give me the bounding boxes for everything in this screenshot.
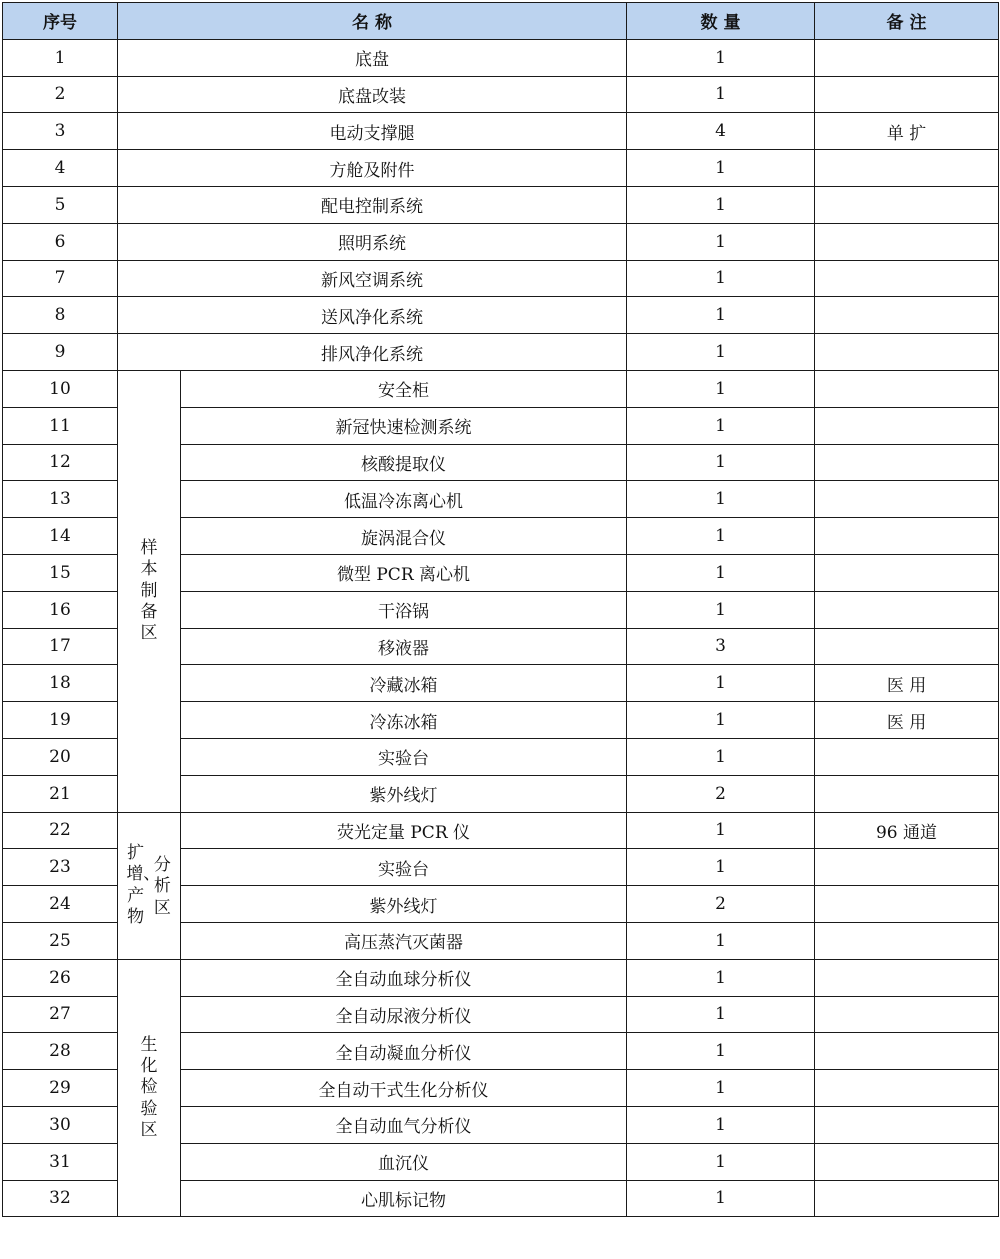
row-name: 紫外线灯 <box>181 775 627 812</box>
row-qty: 1 <box>627 738 815 775</box>
row-qty: 1 <box>627 665 815 702</box>
row-qty: 1 <box>627 370 815 407</box>
equipment-table <box>2 2 999 1217</box>
row-name: 送风净化系统 <box>118 297 627 334</box>
row-note <box>815 481 999 518</box>
row-name: 低温冷冻离心机 <box>181 481 627 518</box>
row-qty: 2 <box>627 886 815 923</box>
row-name: 全自动凝血分析仪 <box>181 1033 627 1070</box>
row-index: 16 <box>3 591 118 628</box>
row-index: 27 <box>3 996 118 1033</box>
row-note <box>815 775 999 812</box>
row-name: 心肌标记物 <box>181 1180 627 1217</box>
row-index: 32 <box>3 1180 118 1217</box>
row-name: 高压蒸汽灭菌器 <box>181 922 627 959</box>
row-qty: 1 <box>627 812 815 849</box>
row-qty: 2 <box>627 775 815 812</box>
row-note <box>815 334 999 371</box>
header-name: 名 称 <box>118 3 627 40</box>
row-index: 26 <box>3 959 118 996</box>
table-row <box>3 959 999 996</box>
row-index: 14 <box>3 518 118 555</box>
row-note: 医 用 <box>815 702 999 739</box>
row-qty: 1 <box>627 481 815 518</box>
row-qty: 1 <box>627 959 815 996</box>
row-note <box>815 518 999 555</box>
row-name: 安全柜 <box>181 370 627 407</box>
table-row <box>3 150 999 187</box>
row-index: 10 <box>3 370 118 407</box>
row-name: 新冠快速检测系统 <box>181 407 627 444</box>
row-name: 干浴锅 <box>181 591 627 628</box>
row-name: 紫外线灯 <box>181 886 627 923</box>
row-qty: 1 <box>627 554 815 591</box>
row-note: 医 用 <box>815 665 999 702</box>
row-qty: 1 <box>627 223 815 260</box>
row-index: 7 <box>3 260 118 297</box>
row-index: 20 <box>3 738 118 775</box>
group-amplification <box>118 812 181 959</box>
row-note <box>815 886 999 923</box>
group-label: 样本制备区 <box>140 538 158 644</box>
row-qty: 1 <box>627 186 815 223</box>
row-note <box>815 223 999 260</box>
row-note <box>815 591 999 628</box>
group-label: 分析区 <box>153 855 171 918</box>
table-row <box>3 370 999 407</box>
row-qty: 1 <box>627 702 815 739</box>
row-note <box>815 1180 999 1217</box>
row-note <box>815 1143 999 1180</box>
row-index: 12 <box>3 444 118 481</box>
row-qty: 1 <box>627 76 815 113</box>
row-qty: 1 <box>627 1033 815 1070</box>
row-note <box>815 76 999 113</box>
row-index: 6 <box>3 223 118 260</box>
row-note <box>815 849 999 886</box>
row-index: 5 <box>3 186 118 223</box>
table-row <box>3 260 999 297</box>
row-note <box>815 1106 999 1143</box>
row-index: 9 <box>3 334 118 371</box>
table-row <box>3 223 999 260</box>
header-row <box>3 3 999 40</box>
table-row <box>3 186 999 223</box>
header-qty: 数 量 <box>627 3 815 40</box>
header-note: 备 注 <box>815 3 999 40</box>
row-note <box>815 959 999 996</box>
row-index: 21 <box>3 775 118 812</box>
row-name: 电动支撑腿 <box>118 113 627 150</box>
row-index: 11 <box>3 407 118 444</box>
table-row <box>3 812 999 849</box>
row-name: 方舱及附件 <box>118 150 627 187</box>
row-index: 2 <box>3 76 118 113</box>
row-note <box>815 186 999 223</box>
group-label: 扩增、产物 <box>126 843 161 927</box>
row-name: 微型 PCR 离心机 <box>181 554 627 591</box>
table-row <box>3 334 999 371</box>
row-qty: 1 <box>627 1070 815 1107</box>
row-note: 96 通道 <box>815 812 999 849</box>
row-note <box>815 1070 999 1107</box>
row-name: 冷藏冰箱 <box>181 665 627 702</box>
row-index: 1 <box>3 39 118 76</box>
group-sample-prep <box>118 370 181 812</box>
row-note <box>815 1033 999 1070</box>
row-name: 旋涡混合仪 <box>181 518 627 555</box>
row-qty: 4 <box>627 113 815 150</box>
row-name: 全自动血球分析仪 <box>181 959 627 996</box>
row-name: 新风空调系统 <box>118 260 627 297</box>
table-row <box>3 113 999 150</box>
row-index: 18 <box>3 665 118 702</box>
row-note <box>815 150 999 187</box>
row-index: 3 <box>3 113 118 150</box>
row-index: 13 <box>3 481 118 518</box>
table-row <box>3 39 999 76</box>
row-name: 实验台 <box>181 738 627 775</box>
row-name: 底盘 <box>118 39 627 76</box>
row-name: 全自动血气分析仪 <box>181 1106 627 1143</box>
row-index: 30 <box>3 1106 118 1143</box>
row-index: 15 <box>3 554 118 591</box>
row-index: 31 <box>3 1143 118 1180</box>
row-name: 全自动干式生化分析仪 <box>181 1070 627 1107</box>
row-index: 17 <box>3 628 118 665</box>
row-qty: 1 <box>627 996 815 1033</box>
row-name: 配电控制系统 <box>118 186 627 223</box>
row-qty: 1 <box>627 334 815 371</box>
table-row <box>3 76 999 113</box>
row-name: 荧光定量 PCR 仪 <box>181 812 627 849</box>
row-qty: 1 <box>627 39 815 76</box>
row-index: 29 <box>3 1070 118 1107</box>
row-index: 19 <box>3 702 118 739</box>
group-biochem <box>118 959 181 1217</box>
row-note <box>815 260 999 297</box>
row-qty: 1 <box>627 922 815 959</box>
group-label: 生化检验区 <box>140 1034 158 1140</box>
row-index: 22 <box>3 812 118 849</box>
row-qty: 1 <box>627 444 815 481</box>
row-index: 8 <box>3 297 118 334</box>
row-note <box>815 444 999 481</box>
row-note <box>815 407 999 444</box>
row-note: 单 扩 <box>815 113 999 150</box>
row-qty: 3 <box>627 628 815 665</box>
row-index: 28 <box>3 1033 118 1070</box>
row-qty: 1 <box>627 1143 815 1180</box>
row-note <box>815 628 999 665</box>
row-qty: 1 <box>627 1106 815 1143</box>
row-note <box>815 370 999 407</box>
row-note <box>815 922 999 959</box>
row-note <box>815 554 999 591</box>
row-qty: 1 <box>627 518 815 555</box>
row-qty: 1 <box>627 297 815 334</box>
row-qty: 1 <box>627 150 815 187</box>
row-note <box>815 738 999 775</box>
row-name: 实验台 <box>181 849 627 886</box>
row-name: 核酸提取仪 <box>181 444 627 481</box>
row-name: 底盘改装 <box>118 76 627 113</box>
row-qty: 1 <box>627 260 815 297</box>
row-name: 全自动尿液分析仪 <box>181 996 627 1033</box>
row-name: 血沉仪 <box>181 1143 627 1180</box>
row-name: 照明系统 <box>118 223 627 260</box>
row-qty: 1 <box>627 849 815 886</box>
row-note <box>815 39 999 76</box>
row-index: 4 <box>3 150 118 187</box>
table-row <box>3 297 999 334</box>
row-index: 25 <box>3 922 118 959</box>
row-qty: 1 <box>627 407 815 444</box>
header-index: 序号 <box>3 3 118 40</box>
row-name: 移液器 <box>181 628 627 665</box>
row-note <box>815 996 999 1033</box>
row-name: 冷冻冰箱 <box>181 702 627 739</box>
row-note <box>815 297 999 334</box>
row-qty: 1 <box>627 591 815 628</box>
row-index: 23 <box>3 849 118 886</box>
row-qty: 1 <box>627 1180 815 1217</box>
row-name: 排风净化系统 <box>118 334 627 371</box>
row-index: 24 <box>3 886 118 923</box>
